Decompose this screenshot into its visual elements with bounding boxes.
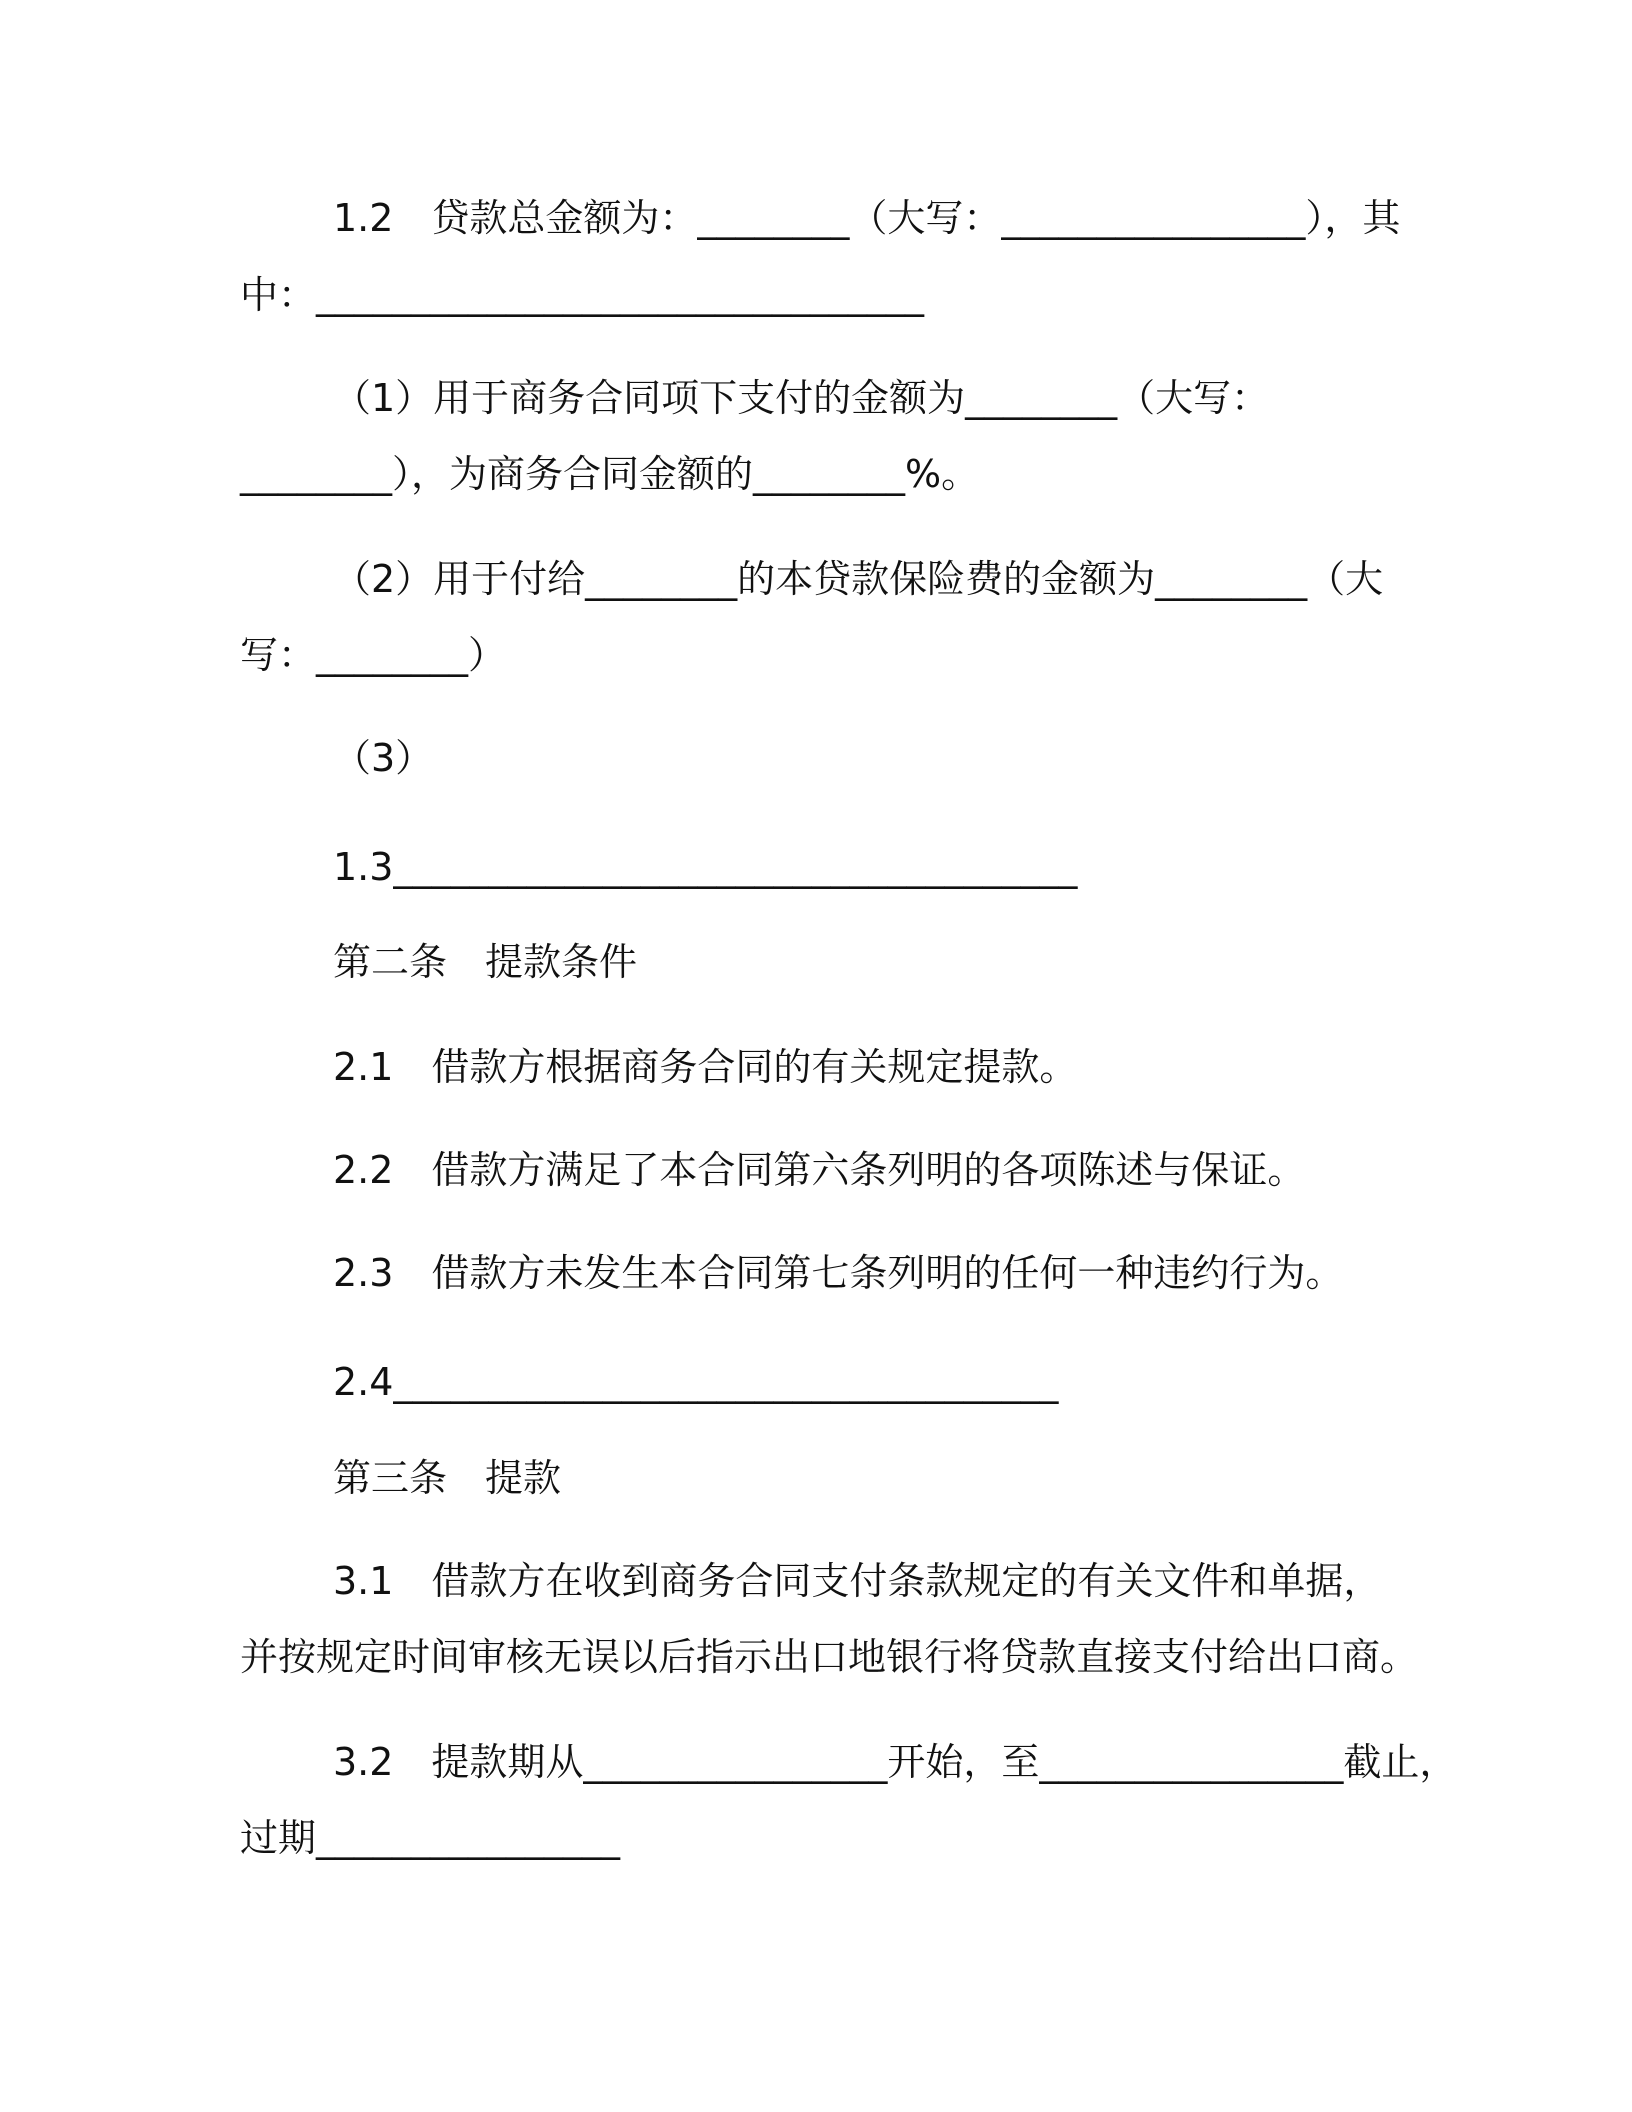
clause-3-1-line-1: 3.1 借款方在收到商务合同支付条款规定的有关文件和单据， [333,1559,1382,1603]
clause-1-2-item-1-line-2: ________），为商务合同金额的________%。 [240,452,980,496]
clause-2-2: 2.2 借款方满足了本合同第六条列明的各项陈述与保证。 [333,1148,1306,1192]
clause-2-3: 2.3 借款方未发生本合同第七条列明的任何一种违约行为。 [333,1251,1344,1295]
article-3-heading: 第三条 提款 [333,1456,562,1500]
clause-2-1: 2.1 借款方根据商务合同的有关规定提款。 [333,1045,1078,1089]
clause-1-2-item-2-line-2: 写：________） [240,633,507,677]
clause-1-2-item-3: （3） [333,736,434,780]
clause-2-4: 2.4___________________________________ [333,1360,1059,1404]
clause-1-2-line-1: 1.2 贷款总金额为：________（大写：________________），其 [333,196,1401,240]
clause-3-1-line-2: 并按规定时间审核无误以后指示出口地银行将贷款直接支付给出口商。 [240,1635,1419,1679]
clause-1-3: 1.3____________________________________ [333,845,1078,889]
clause-1-2-item-2-line-1: （2）用于付给________的本贷款保险费的金额为________（大 [333,557,1384,601]
clause-3-2-line-1: 3.2 提款期从________________开始，至________________截止， [333,1740,1458,1784]
clause-1-2-item-1-line-1: （1）用于商务合同项下支付的金额为________（大写： [333,376,1270,420]
clause-3-2-line-2: 过期________________ [240,1816,621,1860]
article-2-heading: 第二条 提款条件 [333,940,638,984]
clause-1-2-line-2: 中：________________________________ [240,273,925,317]
